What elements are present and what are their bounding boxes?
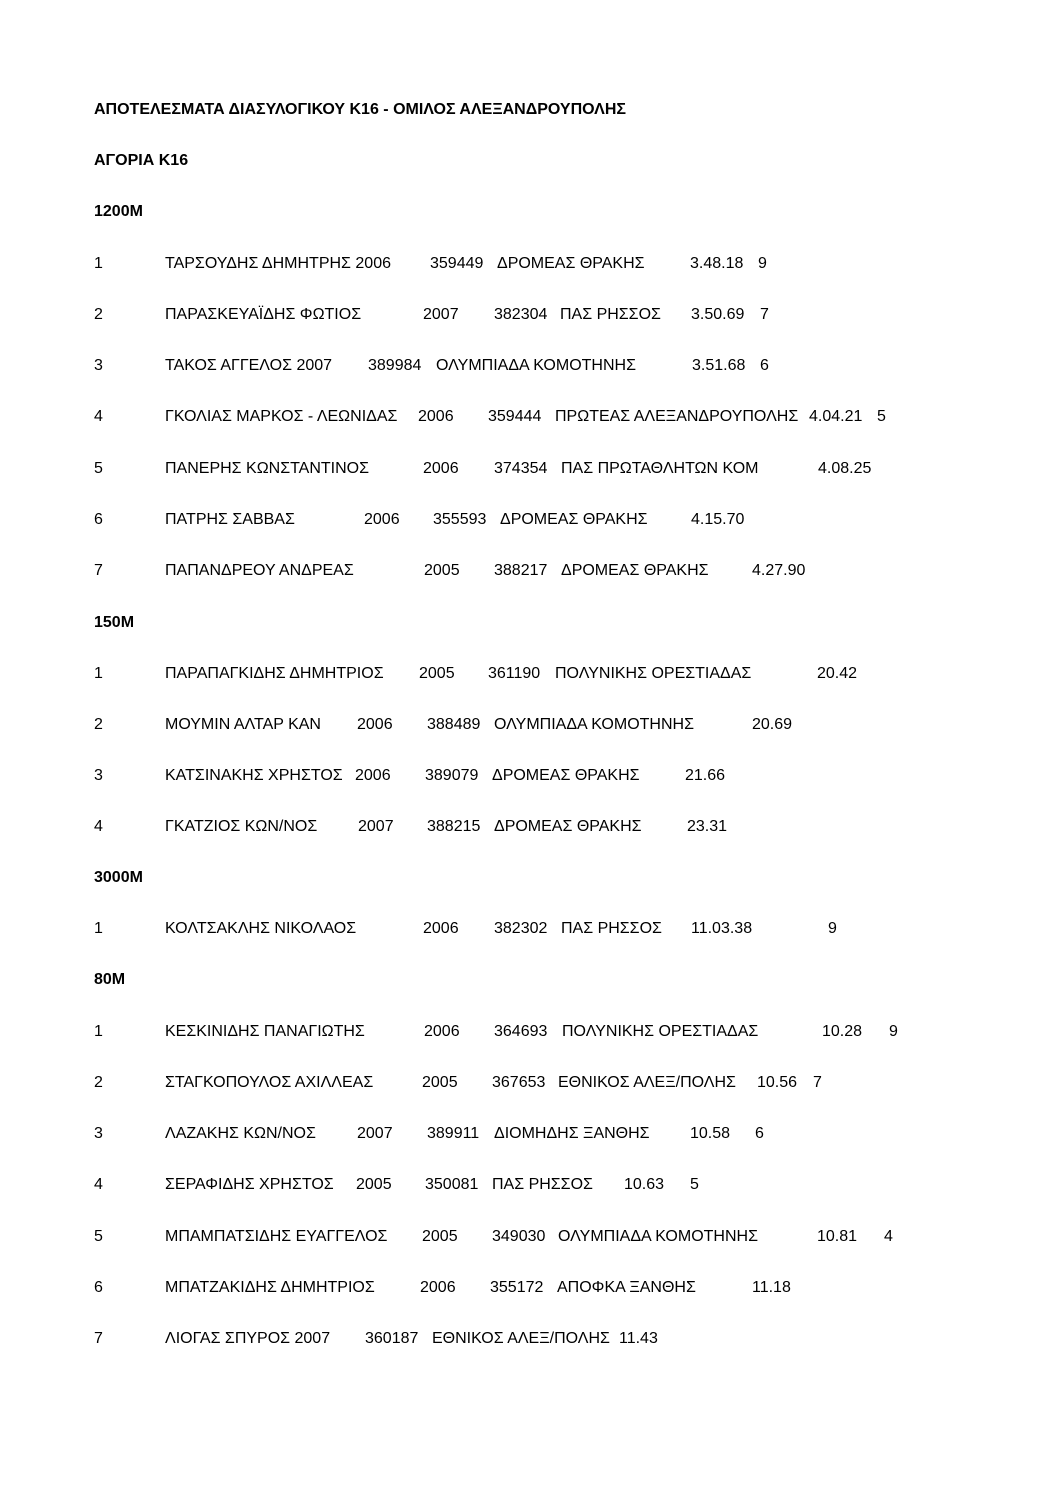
rank-cell: 6	[94, 511, 103, 528]
time-cell: 11.03.38	[691, 920, 753, 937]
club-cell: ΠΑΣ ΡΗΣΣΟΣ	[561, 920, 662, 937]
year-cell: 2006	[357, 716, 393, 733]
athlete-id-cell: 350081	[425, 1176, 479, 1193]
document-title-text: ΑΠΟΤΕΛΕΣΜΑΤΑ ΔΙΑΣΥΛΟΓΙΚΟΥ Κ16 - ΟΜΙΛΟΣ ΑΛΕΞΑΝΔΡΟΥΠΟΛΗΣ	[94, 101, 626, 118]
points-cell: 6	[760, 357, 769, 374]
time-cell: 21.66	[685, 767, 726, 784]
points-cell: 5	[877, 408, 886, 425]
athlete-cell: ΜΠΑΤΖΑΚΙΔΗΣ ΔΗΜΗΤΡΙΟΣ	[165, 1279, 375, 1296]
athlete-cell: ΚΟΛΤΣΑΚΛΗΣ ΝΙΚΟΛΑΟΣ	[165, 920, 357, 937]
result-row	[0, 1225, 1058, 1249]
event-heading-text: 150Μ	[94, 614, 135, 631]
rank-cell: 3	[94, 767, 103, 784]
rank-cell: 2	[94, 306, 103, 323]
rank-cell: 2	[94, 1074, 103, 1091]
result-row	[0, 1122, 1058, 1146]
athlete-cell: ΜΟΥΜΙΝ ΑΛΤΑΡ ΚΑΝ	[165, 716, 321, 733]
event-heading	[0, 200, 1058, 224]
result-row	[0, 1020, 1058, 1044]
result-row	[0, 559, 1058, 583]
rank-cell: 6	[94, 1279, 103, 1296]
result-row	[0, 457, 1058, 481]
club-cell: ΔΡΟΜΕΑΣ ΘΡΑΚΗΣ	[497, 255, 645, 272]
athlete-id-cell: 361190	[488, 665, 541, 682]
points-cell: 9	[828, 920, 837, 937]
year-cell: 2006	[420, 1279, 456, 1296]
result-row	[0, 917, 1058, 941]
event-heading	[0, 611, 1058, 635]
result-row	[0, 354, 1058, 378]
athlete-cell: ΜΠΑΜΠΑΤΣΙΔΗΣ ΕΥΑΓΓΕΛΟΣ	[165, 1228, 388, 1245]
time-cell: 3.51.68	[692, 357, 746, 374]
athlete-cell: ΚΑΤΣΙΝΑΚΗΣ ΧΡΗΣΤΟΣ	[165, 767, 343, 784]
athlete-cell: ΓΚΑΤΖΙΟΣ ΚΩΝ/ΝΟΣ	[165, 818, 318, 835]
rank-cell: 3	[94, 357, 103, 374]
result-row	[0, 303, 1058, 327]
time-cell: 3.48.18	[690, 255, 744, 272]
athlete-id-cell: 382304	[494, 306, 548, 323]
year-cell: 2007	[358, 818, 394, 835]
result-row	[0, 1173, 1058, 1197]
athlete-cell: ΠΑΝΕΡΗΣ ΚΩΝΣΤΑΝΤΙΝΟΣ	[165, 460, 370, 477]
athlete-id-cell: 359449	[430, 255, 484, 272]
athlete-cell: ΤΑΡΣΟΥΔΗΣ ΔΗΜΗΤΡΗΣ 2006	[165, 255, 391, 272]
athlete-cell: ΠΑΡΑΣΚΕΥΑΪΔΗΣ ΦΩΤΙΟΣ	[165, 306, 362, 323]
result-row	[0, 252, 1058, 276]
year-cell: 2006	[364, 511, 400, 528]
document-title	[0, 98, 1058, 122]
athlete-id-cell: 374354	[494, 460, 548, 477]
rank-cell: 4	[94, 1176, 103, 1193]
athlete-cell: ΠΑΡΑΠΑΓΚΙΔΗΣ ΔΗΜΗΤΡΙΟΣ	[165, 665, 384, 682]
year-cell: 2005	[419, 665, 455, 682]
club-cell: ΠΑΣ ΡΗΣΣΟΣ	[492, 1176, 593, 1193]
year-cell: 2006	[423, 460, 459, 477]
year-cell: 2005	[356, 1176, 392, 1193]
rank-cell: 1	[94, 665, 103, 682]
points-cell: 9	[758, 255, 767, 272]
result-row	[0, 405, 1058, 429]
result-row	[0, 815, 1058, 839]
rank-cell: 5	[94, 1228, 103, 1245]
time-cell: 4.08.25	[818, 460, 872, 477]
athlete-id-cell: 382302	[494, 920, 548, 937]
athlete-id-cell: 349030	[492, 1228, 546, 1245]
time-cell: 10.56	[757, 1074, 798, 1091]
rank-cell: 7	[94, 1330, 103, 1347]
year-cell: 2006	[355, 767, 391, 784]
year-cell: 2006	[424, 1023, 460, 1040]
result-row	[0, 508, 1058, 532]
rank-cell: 4	[94, 408, 103, 425]
athlete-id-cell: 389911	[427, 1125, 480, 1142]
rank-cell: 2	[94, 716, 103, 733]
athlete-id-cell: 388215	[427, 818, 481, 835]
club-cell: ΠΟΛΥΝΙΚΗΣ ΟΡΕΣΤΙΑΔΑΣ	[555, 665, 752, 682]
time-cell: 4.04.21	[809, 408, 863, 425]
year-cell: 2005	[422, 1228, 458, 1245]
time-cell: 10.28	[822, 1023, 863, 1040]
athlete-id-cell: 359444	[488, 408, 542, 425]
event-heading-text: 1200Μ	[94, 203, 143, 220]
event-heading-text: 3000Μ	[94, 869, 143, 886]
time-cell: 4.15.70	[691, 511, 745, 528]
time-cell: 11.43	[619, 1330, 658, 1347]
club-cell: ΠΟΛΥΝΙΚΗΣ ΟΡΕΣΤΙΑΔΑΣ	[562, 1023, 759, 1040]
category-heading	[0, 149, 1058, 173]
time-cell: 23.31	[687, 818, 728, 835]
year-cell: 2005	[424, 562, 460, 579]
rank-cell: 7	[94, 562, 103, 579]
athlete-id-cell: 355172	[490, 1279, 544, 1296]
result-row	[0, 1327, 1058, 1351]
athlete-id-cell: 360187	[365, 1330, 419, 1347]
time-cell: 11.18	[752, 1279, 791, 1296]
athlete-cell: ΠΑΤΡΗΣ ΣΑΒΒΑΣ	[165, 511, 295, 528]
athlete-id-cell: 388489	[427, 716, 481, 733]
athlete-cell: ΛΙΟΓΑΣ ΣΠΥΡΟΣ 2007	[165, 1330, 331, 1347]
event-heading-text: 80Μ	[94, 971, 126, 988]
athlete-id-cell: 389984	[368, 357, 422, 374]
time-cell: 10.81	[817, 1228, 858, 1245]
club-cell: ΟΛΥΜΠΙΑΔΑ ΚΟΜΟΤΗΝΗΣ	[494, 716, 694, 733]
time-cell: 20.69	[752, 716, 793, 733]
club-cell: ΟΛΥΜΠΙΑΔΑ ΚΟΜΟΤΗΝΗΣ	[558, 1228, 758, 1245]
club-cell: ΔΡΟΜΕΑΣ ΘΡΑΚΗΣ	[494, 818, 642, 835]
athlete-cell: ΚΕΣΚΙΝΙΔΗΣ ΠΑΝΑΓΙΩΤΗΣ	[165, 1023, 365, 1040]
time-cell: 3.50.69	[691, 306, 745, 323]
club-cell: ΟΛΥΜΠΙΑΔΑ ΚΟΜΟΤΗΝΗΣ	[436, 357, 636, 374]
points-cell: 7	[813, 1074, 822, 1091]
result-row	[0, 713, 1058, 737]
rank-cell: 5	[94, 460, 103, 477]
athlete-cell: ΛΑΖΑΚΗΣ ΚΩΝ/ΝΟΣ	[165, 1125, 316, 1142]
time-cell: 10.63	[624, 1176, 665, 1193]
year-cell: 2006	[423, 920, 459, 937]
year-cell: 2005	[422, 1074, 458, 1091]
rank-cell: 4	[94, 818, 103, 835]
club-cell: ΔΡΟΜΕΑΣ ΘΡΑΚΗΣ	[500, 511, 648, 528]
time-cell: 10.58	[690, 1125, 731, 1142]
points-cell: 5	[690, 1176, 699, 1193]
club-cell: ΔΡΟΜΕΑΣ ΘΡΑΚΗΣ	[492, 767, 640, 784]
club-cell: ΔΙΟΜΗΔΗΣ ΞΑΝΘΗΣ	[494, 1125, 650, 1142]
result-row	[0, 662, 1058, 686]
year-cell: 2006	[418, 408, 454, 425]
athlete-id-cell: 388217	[494, 562, 548, 579]
time-cell: 20.42	[817, 665, 858, 682]
athlete-id-cell: 364693	[494, 1023, 548, 1040]
rank-cell: 1	[94, 920, 103, 937]
event-heading	[0, 866, 1058, 890]
athlete-cell: ΣΕΡΑΦΙΔΗΣ ΧΡΗΣΤΟΣ	[165, 1176, 334, 1193]
points-cell: 4	[884, 1228, 893, 1245]
club-cell: ΠΡΩΤΕΑΣ ΑΛΕΞΑΝΔΡΟΥΠΟΛΗΣ	[555, 408, 799, 425]
year-cell: 2007	[423, 306, 459, 323]
athlete-cell: ΣΤΑΓΚΟΠΟΥΛΟΣ ΑΧΙΛΛΕΑΣ	[165, 1074, 374, 1091]
athlete-id-cell: 367653	[492, 1074, 546, 1091]
athlete-cell: ΤΑΚΟΣ ΑΓΓΕΛΟΣ 2007	[165, 357, 333, 374]
athlete-cell: ΓΚΟΛΙΑΣ ΜΑΡΚΟΣ - ΛΕΩΝΙΔΑΣ	[165, 408, 398, 425]
time-cell: 4.27.90	[752, 562, 806, 579]
rank-cell: 1	[94, 1023, 103, 1040]
rank-cell: 1	[94, 255, 103, 272]
result-row	[0, 764, 1058, 788]
athlete-id-cell: 389079	[425, 767, 479, 784]
event-heading	[0, 968, 1058, 992]
result-row	[0, 1071, 1058, 1095]
year-cell: 2007	[357, 1125, 393, 1142]
category-heading-text: ΑΓΟΡΙΑ Κ16	[94, 152, 189, 169]
result-row	[0, 1276, 1058, 1300]
rank-cell: 3	[94, 1125, 103, 1142]
club-cell: ΠΑΣ ΡΗΣΣΟΣ	[560, 306, 661, 323]
points-cell: 9	[889, 1023, 898, 1040]
points-cell: 7	[760, 306, 769, 323]
club-cell: ΠΑΣ ΠΡΩΤΑΘΛΗΤΩΝ ΚΟΜ	[561, 460, 759, 477]
athlete-id-cell: 355593	[433, 511, 487, 528]
club-cell: ΕΘΝΙΚΟΣ ΑΛΕΞ/ΠΟΛΗΣ	[432, 1330, 610, 1347]
club-cell: ΔΡΟΜΕΑΣ ΘΡΑΚΗΣ	[561, 562, 709, 579]
club-cell: ΕΘΝΙΚΟΣ ΑΛΕΞ/ΠΟΛΗΣ	[558, 1074, 736, 1091]
club-cell: ΑΠΟΦΚΑ ΞΑΝΘΗΣ	[557, 1279, 696, 1296]
athlete-cell: ΠΑΠΑΝΔΡΕΟΥ ΑΝΔΡΕΑΣ	[165, 562, 354, 579]
points-cell: 6	[755, 1125, 764, 1142]
